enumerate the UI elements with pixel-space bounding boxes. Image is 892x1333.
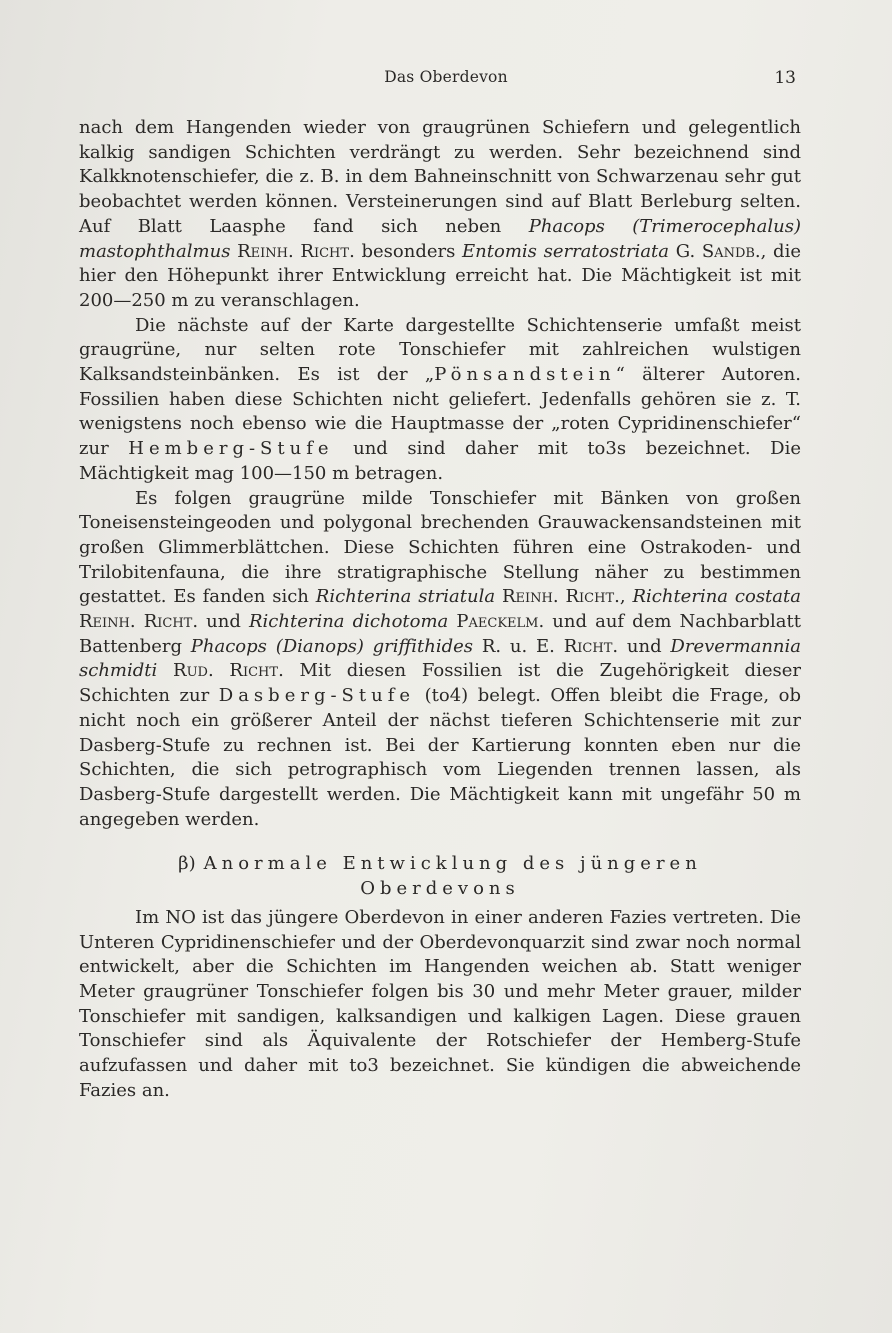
text-run: Die nächste auf der Karte dargestellte Schichtenserie umfaßt meist graugrüne, nur selten rote Tonschiefer mit zahlreichen wulstigen Kalksandsteinbänken. Es ist der „ (79, 314, 801, 386)
text-run: Mit diesen Fossilien ist die Zugehörigkeit dieser Schichten zur (79, 660, 801, 707)
species-name: Entomis serratostriata (462, 240, 670, 262)
paragraph-4: Im NO ist das jüngere Oberdevon in einer anderen Fazies vertreten. Die Unteren Cypridinenschiefer und der Oberdevonquarzit sind zwar noch normal entwickelt, aber die Schichten im Hangenden weichen ab. Statt weniger Meter graugrüner Tonschiefer folgen bis 30 und mehr Meter grauer, milder Tonschiefer mit sandigen, kalksandigen und kalkigen Lagen. Diese grauen Tonschiefer sind als Äquivalente der Rotschiefer der Hemberg-Stufe aufzufassen und daher mit to3 bezeichnet. Sie kündigen die abweichende Fazies an. (79, 906, 801, 1101)
text-run: besonders (354, 240, 463, 262)
author-name: Richt. (563, 635, 619, 657)
running-title: Das Oberdevon (384, 68, 508, 86)
author-name: Paeckelm. (456, 611, 545, 633)
species-name: Phacops (Dianops) griffithides (190, 635, 474, 657)
text-run: nach dem Hangenden wieder von graugrünen Schiefern und gelegentlich kalkig sandigen Schichten verdrängt zu werden. Sehr bezeichnend sind Kalkknotenschiefer, die z. B. in dem Bahneinschnitt von Schwarzenau sehr gut beobachtet werden können. Versteinerungen sind auf Blatt Berleburg selten. Auf Blatt Laasphe fand sich neben (79, 117, 801, 237)
spaced-term: Dasberg-Stufe (218, 685, 416, 707)
section-heading-line-1: β) Anormale Entwicklung des jüngeren (178, 853, 702, 875)
species-name: Phacops (Trimerocephalus) mastophthalmus (79, 215, 801, 262)
spaced-term: Hemberg-Stufe (128, 438, 334, 460)
text-run: (to4) belegt. Offen bleibt die Frage, ob nicht noch ein größerer Anteil der nächst tieferen Schichtenserie mit zur Dasberg-Stufe zu rechnen ist. Bei der Kartierung konnten eben nur die Schichten, die sich petrographisch vom Liegenden trennen lassen, als Dasberg-Stufe dargestellt werden. Die Mächtigkeit kann mit ungefähr 50 m angegeben werden. (79, 685, 801, 830)
text-run: Es folgen graugrüne milde Tonschiefer mit Bänken von großen Toneisensteingeoden und polygonal brechenden Grauwackensandsteinen mit großen Glimmerblättchen. Diese Schichten führen eine Ostrakoden- und Trilobitenfauna, die ihre stratigraphische Stellung näher zu bestimmen gestattet. Es fanden sich (79, 487, 801, 608)
author-name: Rud. Richt. (173, 660, 284, 682)
paragraph-1 (79, 116, 801, 314)
author-name: Reinh. Richt. (79, 611, 199, 633)
author-name: Reinh. Richt. (237, 240, 355, 262)
species-name: Richterina costata (632, 586, 801, 608)
paragraph-3: Es folgen graugrüne milde Tonschiefer mit Bänken von großen Toneisensteingeoden und polygonal brechenden Grauwackensandsteinen mit großen Glimmerblättchen. Diese Schichten führen eine Ostrakoden- und Trilobitenfauna, die ihre stratigraphische Stellung näher zu bestimmen gestattet. Es fanden sich Richterina striatula Reinh. Richt., Richterina costata Reinh. Richt. und Richterina dichotoma Paeckelm. und auf dem Nachbarblatt Battenberg Phacops (Dianops) griffithides R. u. E. Richt. und Drevermannia schmidti Rud. Richt. Mit diesen Fossilien ist die Zugehörigkeit dieser Schichten zur Dasberg-Stufe (to4) belegt. Offen bleibt die Frage, ob nicht noch ein größerer Anteil der nächst tieferen Schichtenserie mit zur Dasberg-Stufe zu rechnen ist. Bei der Kartierung konnten eben nur die Schichten, die sich petrographisch vom Liegenden trennen lassen, als Dasberg-Stufe dargestellt werden. Die Mächtigkeit kann mit ungefähr 50 m angegeben werden. (79, 487, 801, 830)
species-name: Richterina dichotoma (248, 611, 449, 633)
text-run: und (198, 611, 249, 633)
text-run: und (618, 635, 671, 657)
section-marker: β) (178, 853, 196, 875)
section-heading (79, 852, 801, 901)
section-heading-line-2: Oberdevons (360, 878, 520, 900)
text-run: “ älterer Autoren. Fossilien haben diese Schichten nicht geliefert. Jedenfalls gehören sie z. T. wenigstens noch ebenso wie die Hauptmasse der „roten Cypridinenschiefer“ zur (79, 364, 801, 460)
author-name: Reinh. Richt. (502, 586, 620, 608)
text-run: R. u. E. (473, 635, 564, 657)
page-header (0, 68, 892, 96)
text-run: und auf dem Nachbarblatt Battenberg (79, 611, 801, 657)
author-name: G. Sandb. (675, 240, 761, 262)
text-run: , die hier den Höhepunkt ihrer Entwicklung erreicht hat. Die Mächtigkeit ist mit 200—250 m zu veranschlagen. (79, 240, 801, 311)
body-text (79, 116, 801, 1103)
page-number: 13 (774, 68, 796, 88)
species-name: Drevermannia schmidti (79, 635, 801, 682)
spaced-term: Pönsandstein (434, 364, 616, 386)
species-name: Richterina striatula (315, 586, 496, 608)
paragraph-2 (79, 314, 801, 487)
text-run: und sind daher mit to3s bezeichnet. Die Mächtigkeit mag 100—150 m betragen. (79, 438, 801, 484)
